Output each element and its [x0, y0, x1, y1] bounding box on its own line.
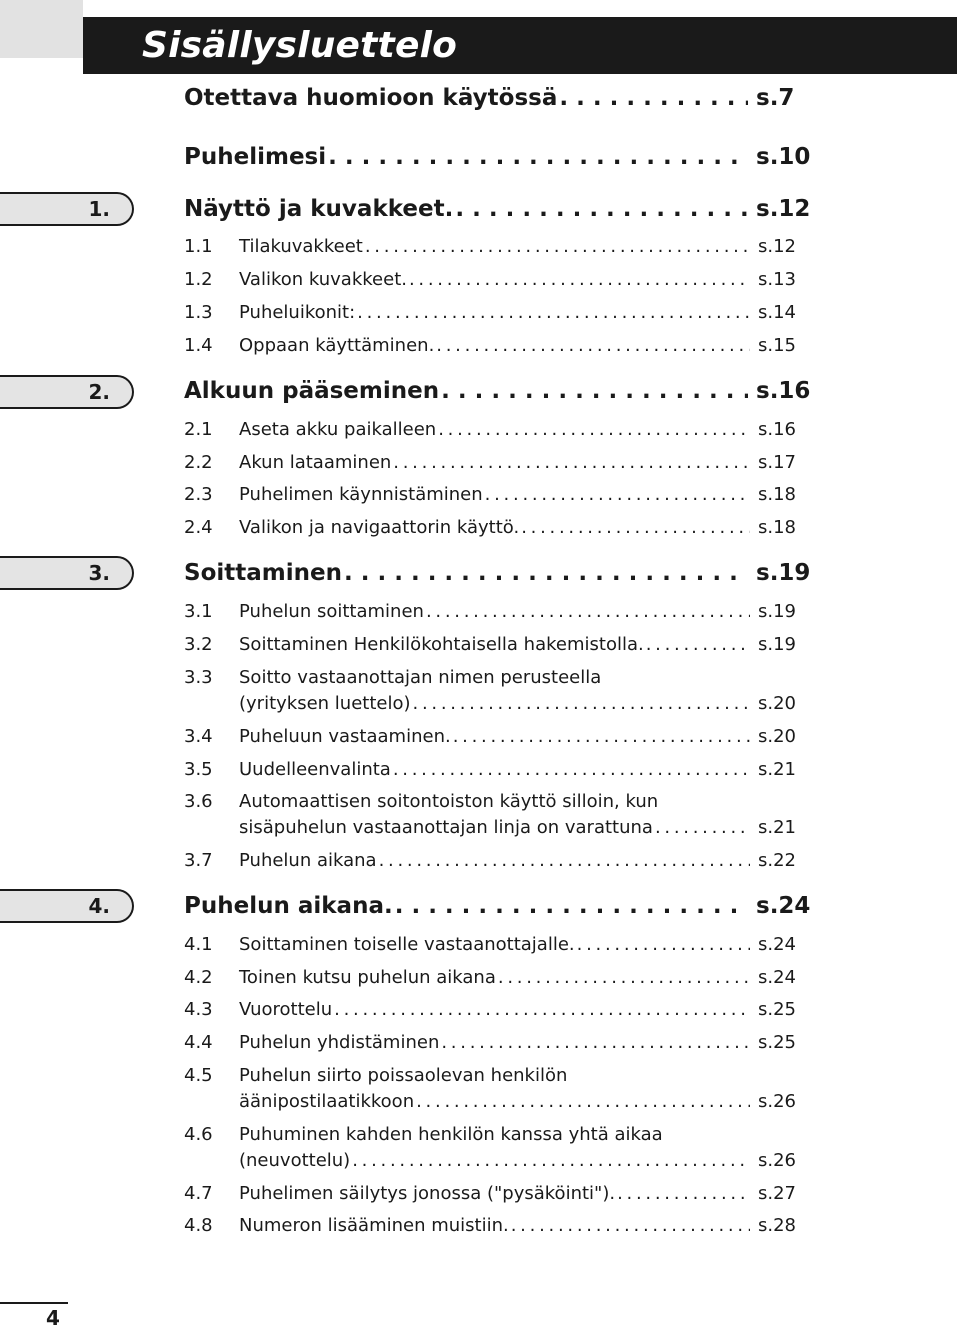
toc-page: s.10	[756, 144, 811, 170]
toc-entry[interactable]	[184, 1091, 804, 1112]
toc-label-line1: Puhelun siirto poissaolevan henkilön	[239, 1065, 568, 1086]
toc-label: (neuvottelu)	[239, 1150, 351, 1171]
dot-leader	[655, 817, 750, 838]
toc-page: s.17	[758, 452, 797, 473]
dot-leader	[413, 693, 750, 714]
toc-number: 4.7	[184, 1183, 213, 1204]
toc-page: s.14	[758, 302, 797, 323]
toc-page: s.24	[758, 967, 797, 988]
toc-label: Puhelimen säilytys jonossa ("pysäköinti").	[239, 1183, 616, 1204]
toc-label-line1: Automaattisen soitontoiston käyttö silloin, kun	[239, 791, 659, 812]
toc-page: s.18	[758, 484, 797, 505]
toc-label: Puhelun soittaminen	[239, 601, 424, 622]
toc-heading[interactable]	[184, 196, 811, 222]
toc-entry[interactable]	[184, 484, 804, 505]
toc-label: Soittaminen	[184, 560, 342, 586]
toc-number: 4.2	[184, 967, 213, 988]
toc-number: 2.2	[184, 452, 213, 473]
dot-leader	[344, 560, 748, 586]
toc-heading[interactable]	[184, 560, 811, 586]
dot-leader	[511, 1215, 750, 1236]
toc-page: s.19	[756, 560, 811, 586]
chapter-tab-4	[0, 889, 134, 923]
toc-page: s.12	[756, 196, 811, 222]
toc-entry[interactable]	[184, 1183, 804, 1204]
page-number: 4	[46, 1306, 60, 1330]
toc-number: 3.3	[184, 667, 213, 688]
toc-page: s.20	[758, 726, 797, 747]
toc-label: Toinen kutsu puhelun aikana	[239, 967, 496, 988]
toc-label: Uudelleenvalinta	[239, 759, 391, 780]
chapter-tab-label: 3.	[88, 561, 110, 585]
toc-page: s.26	[758, 1091, 797, 1112]
toc-number: 3.1	[184, 601, 213, 622]
toc-entry[interactable]	[184, 517, 804, 538]
toc-page: s.25	[758, 999, 797, 1020]
dot-leader	[357, 302, 750, 323]
toc-page: s.28	[758, 1215, 797, 1236]
footer-rule	[0, 1302, 68, 1304]
toc-label: Soittaminen toiselle vastaanottajalle.	[239, 934, 575, 955]
dot-leader	[521, 517, 750, 538]
toc-label: Oppaan käyttäminen.	[239, 335, 435, 356]
dot-leader	[441, 378, 748, 404]
toc-entry[interactable]	[184, 817, 804, 838]
toc-heading[interactable]	[184, 378, 811, 404]
toc-page: s.19	[758, 601, 797, 622]
toc-page: s.26	[758, 1150, 797, 1171]
toc-number: 2.1	[184, 419, 213, 440]
toc-entry-line1[interactable]	[184, 667, 804, 688]
toc-label: äänipostilaatikkoon	[239, 1091, 415, 1112]
toc-number: 1.1	[184, 236, 213, 257]
dot-leader	[334, 999, 750, 1020]
toc-number: 4.1	[184, 934, 213, 955]
toc-page: s.13	[758, 269, 797, 290]
toc-page: s.21	[758, 817, 797, 838]
dot-leader	[365, 236, 750, 257]
toc-label: sisäpuhelun vastaanottajan linja on varattuna	[239, 817, 653, 838]
toc-number: 3.5	[184, 759, 213, 780]
toc-entry[interactable]	[184, 999, 804, 1020]
toc-label: Puhelun aikana.	[184, 893, 393, 919]
dot-leader	[409, 269, 750, 290]
toc-number: 4.6	[184, 1124, 213, 1145]
toc-page: s.22	[758, 850, 797, 871]
toc-entry[interactable]	[184, 1215, 804, 1236]
dot-leader	[646, 634, 750, 655]
toc-number: 2.3	[184, 484, 213, 505]
toc-entry-line1[interactable]	[184, 791, 804, 812]
dot-leader	[393, 759, 750, 780]
toc-entry[interactable]	[184, 759, 804, 780]
toc-entry[interactable]	[184, 634, 804, 655]
toc-entry[interactable]	[184, 693, 804, 714]
toc-number: 4.4	[184, 1032, 213, 1053]
toc-number: 3.6	[184, 791, 213, 812]
toc-entry[interactable]	[184, 302, 804, 323]
toc-page: s.19	[758, 634, 797, 655]
toc-entry[interactable]	[184, 452, 804, 473]
toc-page: s.15	[758, 335, 797, 356]
toc-heading[interactable]	[184, 144, 811, 170]
toc-page: s.24	[758, 934, 797, 955]
toc-label: Valikon kuvakkeet.	[239, 269, 407, 290]
dot-leader	[328, 144, 748, 170]
dot-leader	[485, 484, 750, 505]
toc-number: 2.4	[184, 517, 213, 538]
chapter-tab-label: 2.	[88, 380, 110, 404]
toc-entry[interactable]	[184, 967, 804, 988]
dot-leader	[393, 452, 750, 473]
toc-label: Puheluikonit:	[239, 302, 356, 323]
toc-page: s.27	[758, 1183, 797, 1204]
dot-leader	[498, 967, 750, 988]
toc-label: Puhelimesi	[184, 144, 327, 170]
toc-number: 4.3	[184, 999, 213, 1020]
toc-page: s.20	[758, 693, 797, 714]
chapter-tab-3	[0, 556, 134, 590]
chapter-tab-1	[0, 192, 134, 226]
toc-label: Valikon ja navigaattorin käyttö.	[239, 517, 520, 538]
dot-leader	[395, 893, 748, 919]
chapter-tab-label: 4.	[88, 894, 110, 918]
toc-label-line1: Puhuminen kahden henkilön kanssa yhtä aikaa	[239, 1124, 663, 1145]
dot-leader	[436, 335, 750, 356]
toc-label: Puhelun yhdistäminen	[239, 1032, 440, 1053]
toc-number: 4.8	[184, 1215, 213, 1236]
toc-number: 1.3	[184, 302, 213, 323]
toc-label-line1: Soitto vastaanottajan nimen perusteella	[239, 667, 602, 688]
chapter-tab-label: 1.	[88, 197, 110, 221]
dot-leader	[617, 1183, 750, 1204]
toc-label: (yrityksen luettelo)	[239, 693, 411, 714]
toc-page: s.25	[758, 1032, 797, 1053]
toc-label: Aseta akku paikalleen	[239, 419, 437, 440]
toc-number: 3.2	[184, 634, 213, 655]
toc-entry-line1[interactable]	[184, 1124, 804, 1145]
toc-page: s.12	[758, 236, 797, 257]
toc-heading[interactable]	[184, 893, 811, 919]
toc-number: 1.4	[184, 335, 213, 356]
page-title: Sisällysluettelo	[142, 25, 458, 66]
toc-page: s.16	[758, 419, 797, 440]
toc-page: s.21	[758, 759, 797, 780]
toc-label: Soittaminen Henkilökohtaisella hakemistolla.	[239, 634, 644, 655]
toc-entry[interactable]	[184, 726, 804, 747]
dot-leader	[379, 850, 750, 871]
toc-number: 4.5	[184, 1065, 213, 1086]
toc-label: Numeron lisääminen muistiin.	[239, 1215, 509, 1236]
toc-page: s.7	[756, 85, 795, 111]
toc-entry[interactable]	[184, 934, 804, 955]
toc-entry[interactable]	[184, 419, 804, 440]
toc-page: s.24	[756, 893, 811, 919]
toc-label: Puheluun vastaaminen.	[239, 726, 451, 747]
toc-entry[interactable]	[184, 850, 804, 871]
toc-label: Otettava huomioon käytössä	[184, 85, 558, 111]
title-gray-block	[0, 0, 83, 58]
toc-label: Vuorottelu	[239, 999, 333, 1020]
toc-label: Tilakuvakkeet	[239, 236, 363, 257]
dot-leader	[438, 419, 750, 440]
toc-label: Akun lataaminen	[239, 452, 392, 473]
dot-leader	[453, 726, 750, 747]
toc-entry-line1[interactable]	[184, 1065, 804, 1086]
toc-label: Alkuun pääseminen	[184, 378, 440, 404]
dot-leader	[577, 934, 750, 955]
toc-label: Näyttö ja kuvakkeet.	[184, 196, 454, 222]
toc-page: s.18	[758, 517, 797, 538]
dot-leader	[352, 1150, 750, 1171]
toc-entry[interactable]	[184, 335, 804, 356]
toc-entry[interactable]	[184, 1150, 804, 1171]
toc-page: s.16	[756, 378, 811, 404]
dot-leader	[455, 196, 748, 222]
toc-entry[interactable]	[184, 601, 804, 622]
toc-heading[interactable]	[184, 85, 804, 111]
toc-label: Puhelun aikana	[239, 850, 377, 871]
chapter-tab-2	[0, 375, 134, 409]
dot-leader	[426, 601, 750, 622]
dot-leader	[559, 85, 748, 111]
dot-leader	[416, 1091, 750, 1112]
toc-entry[interactable]	[184, 236, 804, 257]
toc-entry[interactable]	[184, 1032, 804, 1053]
toc-number: 3.4	[184, 726, 213, 747]
dot-leader	[441, 1032, 750, 1053]
toc-number: 1.2	[184, 269, 213, 290]
toc-entry[interactable]	[184, 269, 804, 290]
toc-number: 3.7	[184, 850, 213, 871]
toc-label: Puhelimen käynnistäminen	[239, 484, 483, 505]
